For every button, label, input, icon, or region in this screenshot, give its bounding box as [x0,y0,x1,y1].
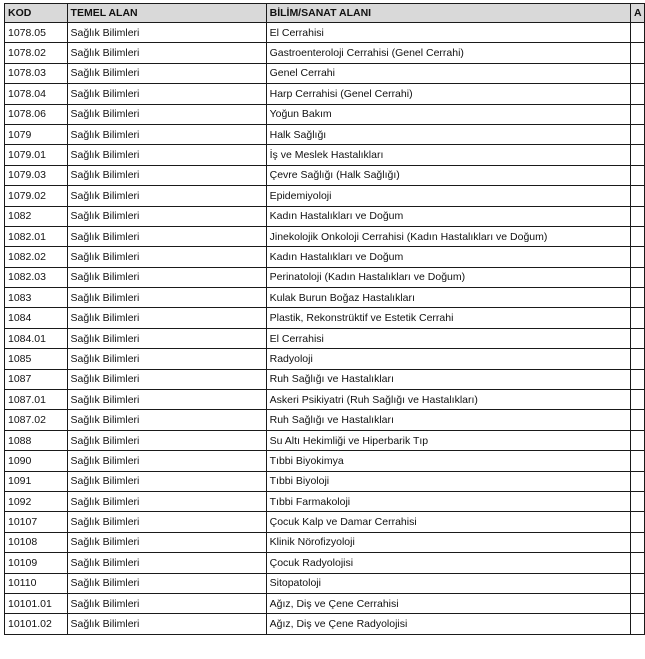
cell-bilim-alani: Kulak Burun Boğaz Hastalıkları [266,288,630,308]
cell-kod: 1085 [5,349,68,369]
table-row [5,226,645,246]
table-row [5,104,645,124]
cell-empty [631,512,645,532]
table-row [5,267,645,287]
cell-kod: 1078.04 [5,84,68,104]
cell-temel-alan: Sağlık Bilimleri [67,226,266,246]
cell-kod: 1082.02 [5,247,68,267]
table-row [5,308,645,328]
cell-temel-alan: Sağlık Bilimleri [67,512,266,532]
table-row [5,43,645,63]
cell-empty [631,573,645,593]
cell-empty [631,165,645,185]
cell-temel-alan: Sağlık Bilimleri [67,573,266,593]
cell-temel-alan: Sağlık Bilimleri [67,267,266,287]
cell-bilim-alani: Kadın Hastalıkları ve Doğum [266,247,630,267]
cell-temel-alan: Sağlık Bilimleri [67,532,266,552]
cell-bilim-alani: Ağız, Diş ve Çene Radyolojisi [266,614,630,634]
table-row [5,369,645,389]
cell-temel-alan: Sağlık Bilimleri [67,206,266,226]
cell-bilim-alani: Genel Cerrahi [266,63,630,83]
cell-kod: 1079.01 [5,145,68,165]
cell-kod: 1091 [5,471,68,491]
cell-temel-alan: Sağlık Bilimleri [67,369,266,389]
cell-empty [631,390,645,410]
cell-kod: 1079 [5,124,68,144]
cell-kod: 1090 [5,451,68,471]
cell-empty [631,328,645,348]
cell-empty [631,308,645,328]
table-row [5,186,645,206]
cell-kod: 1078.03 [5,63,68,83]
cell-temel-alan: Sağlık Bilimleri [67,390,266,410]
table-row [5,145,645,165]
table-row [5,84,645,104]
cell-empty [631,471,645,491]
cell-empty [631,491,645,511]
cell-kod: 1088 [5,430,68,450]
cell-temel-alan: Sağlık Bilimleri [67,43,266,63]
table-row [5,512,645,532]
cell-kod: 1082 [5,206,68,226]
cell-kod: 10101.01 [5,593,68,613]
specialty-table [4,3,645,635]
table-row [5,471,645,491]
cell-bilim-alani: Halk Sağlığı [266,124,630,144]
cell-temel-alan: Sağlık Bilimleri [67,593,266,613]
cell-bilim-alani: Klinik Nörofizyoloji [266,532,630,552]
cell-kod: 10101.02 [5,614,68,634]
header-kod: KOD [5,4,68,23]
cell-kod: 10108 [5,532,68,552]
table-row [5,593,645,613]
cell-temel-alan: Sağlık Bilimleri [67,308,266,328]
cell-temel-alan: Sağlık Bilimleri [67,124,266,144]
cell-bilim-alani: Su Altı Hekimliği ve Hiperbarik Tıp [266,430,630,450]
cell-bilim-alani: Perinatoloji (Kadın Hastalıkları ve Doğum) [266,267,630,287]
cell-bilim-alani: Tıbbi Biyoloji [266,471,630,491]
cell-empty [631,410,645,430]
table-row [5,328,645,348]
cell-bilim-alani: Plastik, Rekonstrüktif ve Estetik Cerrahi [266,308,630,328]
cell-temel-alan: Sağlık Bilimleri [67,614,266,634]
cell-empty [631,532,645,552]
cell-empty [631,267,645,287]
header-truncated-column: A [631,4,645,23]
table-row [5,573,645,593]
cell-bilim-alani: Ağız, Diş ve Çene Cerrahisi [266,593,630,613]
cell-empty [631,43,645,63]
cell-temel-alan: Sağlık Bilimleri [67,145,266,165]
cell-empty [631,430,645,450]
cell-kod: 1082.01 [5,226,68,246]
cell-bilim-alani: Çevre Sağlığı (Halk Sağlığı) [266,165,630,185]
cell-bilim-alani: Ruh Sağlığı ve Hastalıkları [266,410,630,430]
cell-temel-alan: Sağlık Bilimleri [67,247,266,267]
cell-empty [631,247,645,267]
cell-kod: 10107 [5,512,68,532]
cell-empty [631,553,645,573]
cell-bilim-alani: Kadın Hastalıkları ve Doğum [266,206,630,226]
cell-temel-alan: Sağlık Bilimleri [67,23,266,43]
cell-temel-alan: Sağlık Bilimleri [67,553,266,573]
cell-empty [631,288,645,308]
cell-kod: 1082.03 [5,267,68,287]
cell-bilim-alani: Gastroenteroloji Cerrahisi (Genel Cerrahi) [266,43,630,63]
cell-empty [631,226,645,246]
cell-kod: 1087 [5,369,68,389]
cell-temel-alan: Sağlık Bilimleri [67,451,266,471]
cell-bilim-alani: El Cerrahisi [266,328,630,348]
cell-bilim-alani: Radyoloji [266,349,630,369]
cell-temel-alan: Sağlık Bilimleri [67,410,266,430]
table-row [5,23,645,43]
cell-bilim-alani: Çocuk Radyolojisi [266,553,630,573]
cell-bilim-alani: Sitopatoloji [266,573,630,593]
cell-empty [631,451,645,471]
cell-bilim-alani: Jinekolojik Onkoloji Cerrahisi (Kadın Hastalıkları ve Doğum) [266,226,630,246]
header-bilim-sanat-alani: BİLİM/SANAT ALANI [266,4,630,23]
cell-temel-alan: Sağlık Bilimleri [67,186,266,206]
cell-kod: 1084.01 [5,328,68,348]
table-row [5,491,645,511]
cell-bilim-alani: İş ve Meslek Hastalıkları [266,145,630,165]
table-row [5,430,645,450]
cell-temel-alan: Sağlık Bilimleri [67,104,266,124]
cell-empty [631,614,645,634]
cell-bilim-alani: Çocuk Kalp ve Damar Cerrahisi [266,512,630,532]
cell-empty [631,593,645,613]
table-row [5,165,645,185]
table-row [5,288,645,308]
cell-bilim-alani: Ruh Sağlığı ve Hastalıkları [266,369,630,389]
table-row [5,390,645,410]
cell-empty [631,23,645,43]
cell-bilim-alani: Yoğun Bakım [266,104,630,124]
table-row [5,124,645,144]
cell-bilim-alani: Askeri Psikiyatri (Ruh Sağlığı ve Hastalıkları) [266,390,630,410]
cell-empty [631,124,645,144]
table-row [5,553,645,573]
header-temel-alan: TEMEL ALAN [67,4,266,23]
cell-bilim-alani: Tıbbi Farmakoloji [266,491,630,511]
cell-temel-alan: Sağlık Bilimleri [67,165,266,185]
cell-kod: 1078.06 [5,104,68,124]
table-row [5,247,645,267]
cell-kod: 10109 [5,553,68,573]
cell-kod: 1092 [5,491,68,511]
cell-kod: 1078.02 [5,43,68,63]
cell-kod: 1087.02 [5,410,68,430]
cell-bilim-alani: Harp Cerrahisi (Genel Cerrahi) [266,84,630,104]
cell-bilim-alani: Epidemiyoloji [266,186,630,206]
cell-bilim-alani: El Cerrahisi [266,23,630,43]
cell-temel-alan: Sağlık Bilimleri [67,491,266,511]
cell-empty [631,369,645,389]
cell-temel-alan: Sağlık Bilimleri [67,288,266,308]
table-row [5,410,645,430]
cell-empty [631,206,645,226]
table-row [5,614,645,634]
cell-empty [631,349,645,369]
cell-kod: 1078.05 [5,23,68,43]
cell-temel-alan: Sağlık Bilimleri [67,349,266,369]
cell-temel-alan: Sağlık Bilimleri [67,430,266,450]
cell-bilim-alani: Tıbbi Biyokimya [266,451,630,471]
cell-kod: 1083 [5,288,68,308]
cell-empty [631,84,645,104]
cell-empty [631,145,645,165]
cell-kod: 10110 [5,573,68,593]
table-header-row [5,4,645,23]
cell-temel-alan: Sağlık Bilimleri [67,84,266,104]
cell-kod: 1084 [5,308,68,328]
cell-temel-alan: Sağlık Bilimleri [67,471,266,491]
cell-empty [631,186,645,206]
table-row [5,349,645,369]
table-row [5,451,645,471]
cell-temel-alan: Sağlık Bilimleri [67,63,266,83]
table-row [5,63,645,83]
cell-temel-alan: Sağlık Bilimleri [67,328,266,348]
cell-kod: 1079.03 [5,165,68,185]
cell-empty [631,104,645,124]
cell-empty [631,63,645,83]
cell-kod: 1087.01 [5,390,68,410]
table-row [5,532,645,552]
table-row [5,206,645,226]
cell-kod: 1079.02 [5,186,68,206]
